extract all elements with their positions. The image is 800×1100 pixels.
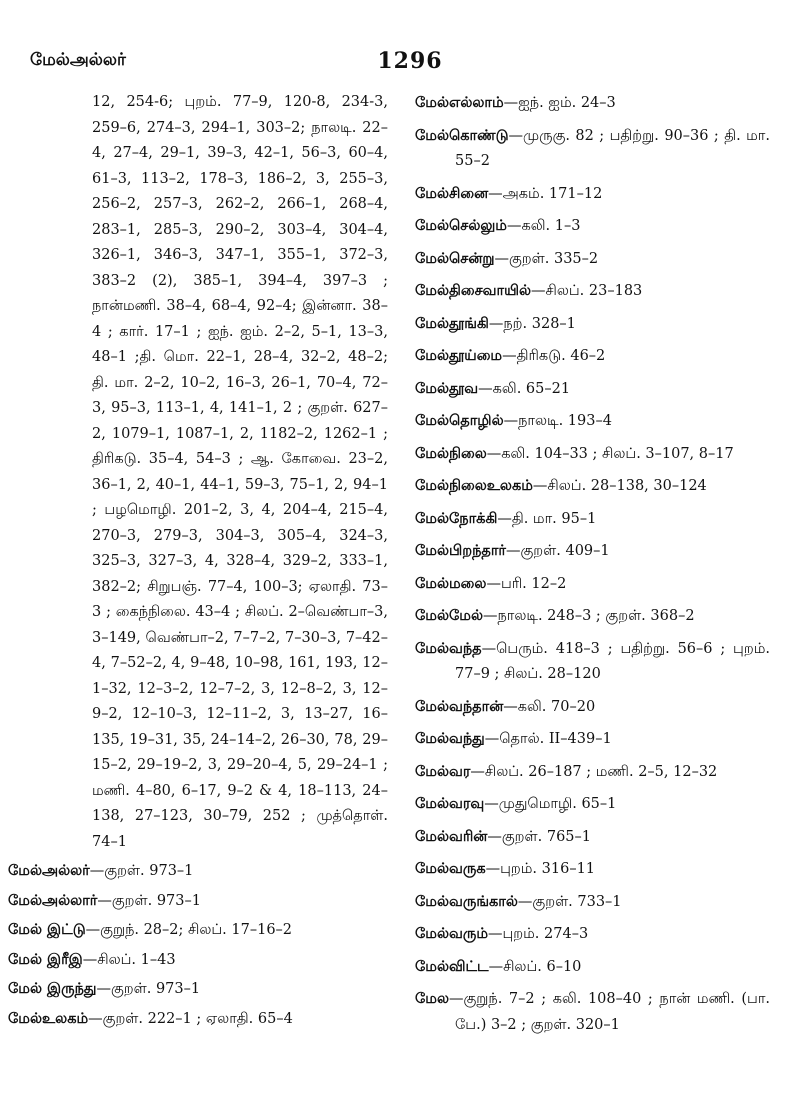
entry-headword: மேல்மலை [415, 574, 487, 592]
index-entry [8, 917, 388, 944]
index-entry [415, 571, 770, 598]
entry-headword: மேல்வரும் [415, 925, 488, 942]
entry-references: —ஐந். ஐம். 24–3 [503, 95, 616, 111]
index-entry [415, 181, 770, 208]
entry-references: —நாலடி. 193–4 [503, 413, 612, 429]
index-entry [415, 889, 770, 916]
index-entry [415, 636, 770, 688]
entry-headword: மேல்வந்த [415, 639, 482, 657]
left-entry-list [8, 858, 388, 1032]
entry-references: —குறள். 222–1 ; ஏலாதி. 65–4 [88, 1010, 293, 1027]
entry-references: —குறுந். 7–2 ; கலி. 108–40 ; நான் மணி. (பா. பே.) 3–2 ; குறள். 320–1 [449, 991, 770, 1033]
entry-references: —புறம். 316–11 [485, 861, 596, 877]
entry-headword: மேல்வருக [415, 860, 486, 877]
index-entry [415, 759, 770, 786]
index-entry [415, 90, 770, 117]
index-entry [8, 947, 388, 974]
index-entry [415, 538, 770, 565]
entry-headword: மேல்வந்து [415, 730, 485, 747]
entry-references: —புறம். 274–3 [487, 926, 589, 942]
entry-headword: மேல்எல்லாம் [415, 94, 504, 111]
index-entry [415, 246, 770, 273]
index-entry [415, 856, 770, 883]
entry-headword: மேல்செல்லும் [415, 217, 507, 234]
right-entry-list [415, 90, 770, 1038]
index-entry [415, 123, 770, 175]
entry-references: —தொல். II–439–1 [484, 731, 612, 747]
entry-headword: மேல்நிலைஉலகம் [415, 477, 533, 494]
entry-headword: மேல்சினை [415, 184, 489, 202]
entry-references: —குறள். 973–1 [96, 981, 201, 997]
index-entry [415, 376, 770, 403]
index-entry [415, 603, 770, 630]
index-entry [8, 858, 388, 885]
entry-references: —குறள். 765–1 [487, 828, 591, 845]
entry-headword: மேல்தொழில் [415, 412, 504, 429]
entry-references: —முதுமொழி. 65–1 [484, 796, 617, 812]
entry-references: —தி. மா. 95–1 [497, 510, 597, 527]
index-entry [415, 986, 770, 1038]
entry-references: —பரி. 12–2 [486, 575, 567, 592]
entry-references: —பெரும். 418–3 ; பதிற்று. 56–6 ; புறம். 77–9 ; சிலப். 28–120 [455, 640, 770, 682]
index-entry [415, 473, 770, 500]
running-head: மேல்அல்லர் [30, 50, 126, 70]
index-entry [415, 213, 770, 240]
entry-headword: மேல [415, 990, 449, 1007]
entry-references: —சிலப். 1–43 [82, 951, 176, 968]
index-entry [8, 976, 388, 1003]
index-entry [8, 1006, 388, 1033]
entry-headword: மேல்நோக்கி [415, 509, 498, 527]
entry-references: —சிலப். 28–138, 30–124 [532, 478, 707, 494]
entry-references: —குறுந். 28–2; சிலப். 17–16–2 [85, 922, 293, 938]
entry-headword: மேல்வர [415, 762, 471, 780]
index-entry [415, 506, 770, 533]
entry-headword: மேல்கொண்டு [415, 126, 509, 144]
entry-references: —சிலப். 6–10 [488, 958, 582, 975]
entry-references: —குறள். 973–1 [97, 892, 201, 909]
entry-headword: மேல்வருங்கால் [415, 892, 518, 910]
index-entry [415, 408, 770, 435]
index-entry [415, 311, 770, 338]
index-entry [415, 791, 770, 818]
entry-references: —முருகு. 82 ; பதிற்று. 90–36 ; தி. மா. 55–2 [455, 127, 770, 169]
entry-references: —கலி. 70–20 [503, 698, 596, 715]
right-column [415, 90, 770, 1044]
entry-headword: மேல் இட்டு [8, 921, 86, 938]
entry-headword: மேல்மேல் [415, 607, 483, 624]
entry-headword: மேல்வந்தான் [415, 697, 504, 715]
index-entry [415, 278, 770, 305]
entry-headword: மேல்அல்லார் [8, 891, 98, 909]
entry-references: —கலி. 1–3 [506, 218, 581, 234]
index-entry [415, 441, 770, 468]
entry-headword: மேல்தூய்மை [415, 347, 503, 364]
entry-headword: மேல்வரின் [415, 827, 488, 845]
left-column [8, 90, 388, 1035]
index-entry [415, 921, 770, 948]
index-entry [415, 954, 770, 981]
page-number: 1296 [377, 48, 443, 74]
entry-references: —அகம். 171–12 [488, 185, 603, 202]
entry-references: —கலி. 65–21 [478, 380, 571, 397]
entry-headword: மேல்திசைவாயில் [415, 282, 531, 299]
entry-headword: மேல்பிறந்தார் [415, 542, 506, 559]
entry-references: —குறள். 409–1 [506, 543, 610, 559]
entry-headword: மேல்தூங்கி [415, 314, 489, 332]
entry-references: —திரிகடு. 46–2 [502, 348, 606, 364]
entry-references: —சிலப். 26–187 ; மணி. 2–5, 12–32 [470, 763, 718, 780]
entry-references: —நாலடி. 248–3 ; குறள். 368–2 [483, 608, 695, 624]
entry-headword: மேல்விட்ட [415, 957, 489, 975]
index-entry [8, 888, 388, 915]
entry-headword: மேல்நிலை [415, 444, 487, 462]
entry-headword: மேல்சென்று [415, 249, 495, 267]
entry-references: —குறள். 973–1 [89, 863, 194, 879]
entry-headword: மேல்அல்லர் [8, 862, 90, 879]
entry-headword: மேல் இருந்து [8, 980, 97, 997]
entry-headword: மேல் இரீஇ [8, 950, 83, 968]
entry-headword: மேல்வரவு [415, 795, 485, 812]
entry-references: —கலி. 104–33 ; சிலப். 3–107, 8–17 [486, 445, 734, 462]
index-entry [415, 824, 770, 851]
entry-references: —குறள். 335–2 [494, 250, 599, 267]
continuation-entry: 12, 254-6; புறம். 77–9, 120-8, 234-3, 259–6, 274–3, 294–1, 303–2; நாலடி. 22–4, 27–4, 29–1, 39–3, 42–1, 56–3, 60–4, 61–3, 113–2, 178–3, 186–2, 3, 255–3, 256–2, 257–3, 262–2, 266–1, 268–4, 283–1, 285–3, 290–2, 303–4, 304–4, 326–1, 346–3, 347–1, 355–1, 372–3, 383–2 (2), 385–1, 394–4, 397–3 ; நான்மணி. 38–4, 68–4, 92–4; இன்னா. 38–4 ; கார். 17–1 ; ஐந். ஐம். 2–2, 5–1, 13–3, 48–1 ;தி. மொ. 22–1, 28–4, 32–2, 48–2; தி. மா. 2–2, 10–2, 16–3, 26–1, 70–4, 72–3, 95–3, 113–1, 4, 141–1, 2 ; குறள். 627–2, 1079–1, 1087–1, 2, 1182–2, 1262–1 ; திரிகடு. 35–4, 54–3 ; ஆ. கோவை. 23–2, 36–1, 2, 40–1, 44–1, 59–3, 75–1, 2, 94–1 ; பழமொழி. 201–2, 3, 4, 204–4, 215–4, 270–3, 279–3, 304–3, 305–4, 324–3, 325–3, 327–3, 4, 328–4, 329–2, 333–1, 382–2; சிறுபஞ். 77–4, 100–3; ஏலாதி. 73–3 ; கைந்நிலை. 43–4 ; சிலப். 2–வெண்பா–3, 3–149, வெண்பா–2, 7–7–2, 7–30–3, 7–42–4, 7–52–2, 4, 9–48, 10–98, 161, 193, 12–1–32, 12–3–2, 12–7–2, 3, 12–8–2, 3, 12–9–2, 12–10–3, 12–11–2, 3, 13–27, 16–135, 19–31, 35, 24–14–2, 26–30, 78, 29–15–2, 29–19–2, 3, 29–20–4, 5, 29–24–1 ; மணி. 4–80, 6–17, 9–2 & 4, 18–113, 24–138, 27–123, 30–79, 252 ; முத்தொள். 74–1 [92, 94, 388, 850]
index-entry [415, 343, 770, 370]
index-entry [415, 726, 770, 753]
entry-references: —சிலப். 23–183 [531, 283, 643, 299]
index-entry [415, 694, 770, 721]
entry-headword: மேல்உலகம் [8, 1009, 89, 1027]
entry-references: —நற். 328–1 [488, 315, 576, 332]
entry-headword: மேல்தூவ [415, 379, 479, 397]
entry-references: —குறள். 733–1 [517, 893, 622, 910]
